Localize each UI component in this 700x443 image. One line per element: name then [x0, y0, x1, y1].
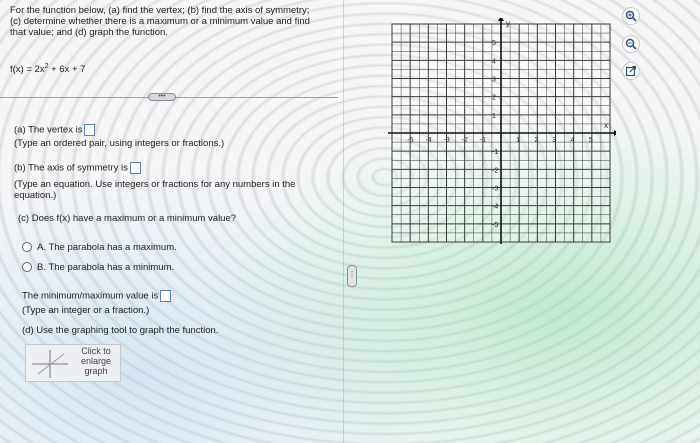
graph-thumbnail[interactable]	[25, 344, 121, 382]
minmax-label: The minimum/maximum value is	[22, 290, 159, 302]
part-b	[14, 162, 141, 174]
x-tick-label: -5	[407, 137, 414, 144]
y-tick-label: 2	[492, 94, 496, 102]
x-tick-label: 3	[552, 137, 557, 144]
y-tick-label: -2	[492, 167, 499, 175]
x-tick-label: -4	[425, 137, 432, 144]
x-tick-label: -2	[461, 137, 468, 144]
y-tick-label: 3	[492, 76, 496, 84]
option-b[interactable]	[22, 262, 174, 273]
pane-divider	[343, 0, 344, 443]
function-expression	[10, 63, 85, 75]
coordinate-grid	[386, 18, 616, 248]
thumb-label-line: graph	[84, 366, 108, 376]
part-b-hint	[14, 179, 295, 201]
y-tick-label: -5	[492, 221, 499, 229]
part-a	[14, 124, 95, 136]
vertex-answer-box[interactable]	[84, 124, 95, 136]
option-a[interactable]	[22, 242, 177, 253]
y-tick-label: 4	[492, 58, 496, 66]
y-tick-label: -3	[492, 185, 499, 193]
thumb-label-line: Click to	[81, 346, 111, 356]
x-tick-label: 2	[534, 137, 539, 144]
y-tick-label: -1	[492, 149, 499, 157]
y-tick-label: 5	[492, 40, 496, 48]
minmax-value	[22, 290, 171, 302]
part-a-label: (a) The vertex is	[14, 124, 83, 136]
x-axis-arrow	[614, 130, 616, 136]
expand-handle[interactable]: •••	[148, 93, 176, 101]
x-tick-label: 4	[570, 137, 575, 144]
zoom-in-glyph	[625, 10, 637, 22]
prompt-line: (c) determine whether there is a maximum or a minimum value and find	[10, 16, 310, 27]
function-text: f(x) = 2x	[10, 64, 45, 76]
option-a-radio[interactable]	[22, 242, 32, 252]
zoom-out-icon[interactable]	[622, 35, 640, 53]
popout-glyph	[625, 65, 637, 77]
x-tick-label: 1	[516, 137, 521, 144]
prompt-line: that value; and (d) graph the function.	[10, 27, 168, 38]
option-b-radio[interactable]	[22, 262, 32, 272]
thumb-label-line: enlarge	[80, 356, 112, 366]
prompt-line: For the function below, (a) find the vertex; (b) find the axis of symmetry;	[10, 5, 310, 16]
option-a-letter: A.	[37, 242, 46, 253]
minmax-answer-box[interactable]	[160, 290, 171, 302]
y-axis-label: y	[506, 19, 510, 28]
x-tick-label: 5	[588, 137, 593, 144]
x-tick-label: -1	[479, 137, 487, 144]
x-tick-label: -3	[443, 137, 450, 144]
hint-line: equation.)	[14, 190, 57, 201]
y-tick-label: 1	[492, 112, 496, 120]
axis-answer-box[interactable]	[130, 162, 141, 174]
hint-line: (Type an equation. Use integers or fractions for any numbers in the	[14, 179, 296, 190]
popout-icon[interactable]	[622, 62, 640, 80]
function-exponent: 2	[44, 63, 49, 70]
x-axis-label: x	[604, 121, 608, 130]
minmax-hint: (Type an integer or a fraction.)	[22, 305, 150, 316]
y-tick-label: -4	[492, 203, 499, 211]
part-c-question: (c) Does f(x) have a maximum or a minimum value?	[18, 213, 237, 224]
part-d-instruction: (d) Use the graphing tool to graph the function.	[22, 325, 219, 336]
option-a-text: The parabola has a maximum.	[48, 242, 177, 253]
option-b-letter: B.	[37, 262, 46, 273]
zoom-in-icon[interactable]	[622, 7, 640, 25]
function-rest: + 6x + 7	[48, 64, 86, 76]
zoom-out-glyph	[625, 38, 637, 50]
question-prompt	[10, 5, 340, 38]
part-a-hint: (Type an ordered pair, using integers or fractions.)	[14, 138, 225, 149]
graph-thumb-icon	[30, 348, 70, 380]
y-axis-arrow	[498, 18, 504, 21]
thumb-label	[72, 346, 120, 376]
option-b-text: The parabola has a minimum.	[48, 262, 175, 273]
pane-resize-handle[interactable]: ⋮	[347, 265, 357, 287]
part-b-label: (b) The axis of symmetry is	[14, 162, 128, 174]
